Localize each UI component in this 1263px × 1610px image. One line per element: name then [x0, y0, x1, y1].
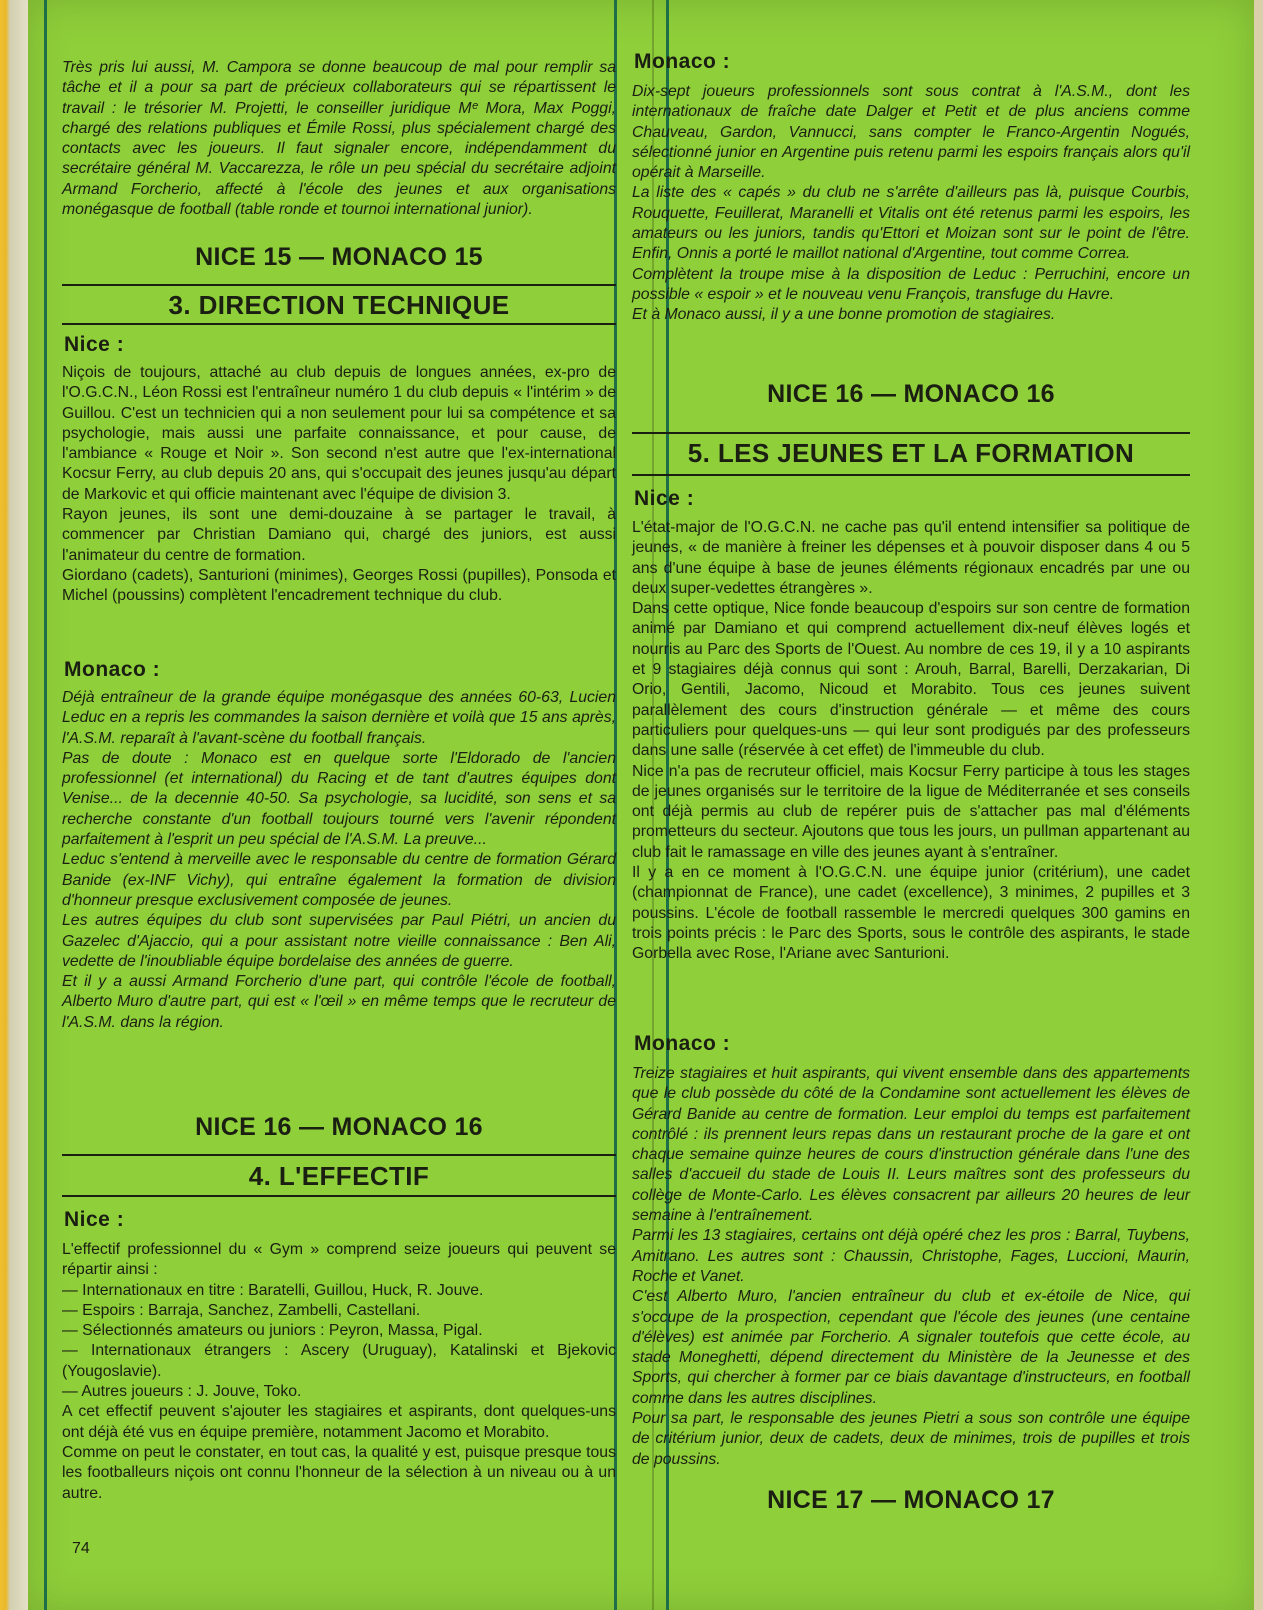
- score-nice-16-monaco-16: NICE 16 — MONACO 16: [195, 1113, 483, 1141]
- section-rule-bottom: [632, 474, 1190, 476]
- paragraph: Leduc s'entend à merveille avec le responsable du centre de formation Gérard Banide (ex-INF Vichy), qui entraîne également la formation de division d'honneur presque exclusivement composée de jeunes.: [62, 851, 616, 909]
- section-rule-top: [62, 284, 616, 286]
- intro-paragraph: Très pris lui aussi, M. Campora se donne beaucoup de mal pour remplir sa tâche et il a pour sa part de précieux collaborateurs qui se répartissent le travail : le trésorier M. Projetti, le conseiller juridique Mᵉ Mora, Max Poggi, chargé des relations publiques et Émile Rossi, plus spécialement chargé des contacts avec les joueurs. Il faut signaler encore, indépendamment du secrétaire général M. Vaccarezza, le rôle un peu spécial du secrétaire adjoint Armand Forcherio, affecté à l'école des jeunes et aux organisations monégasque de football (table ronde et tournoi international junior).: [62, 59, 616, 219]
- paragraph: L'effectif professionnel du « Gym » comprend seize joueurs qui peuvent se répartir ainsi :: [62, 1241, 616, 1279]
- paragraph: Dans cette optique, Nice fonde beaucoup d'espoirs sur son centre de formation animé par Damiano et qui comprend actuellement dix-neuf élèves logés et nourris au Parc des Sports de l'Ouest. Au nombre de ces 19, il y a 10 aspirants et 9 stagiaires déjà connus qui sont : Arouh, Barral, Barelli, Derzakarian, Di Orio, Gentili, Jacomo, Nicoud et Morabito. Tous ces jeunes suivent parallèlement des cours d'instruction générale — et même des cours particuliers pour quelques-uns — qui leur sont prodigués par des professeurs dans une salle (réservée à cet effet) de l'immeuble du club.: [632, 600, 1190, 760]
- section-rule-bottom: [62, 323, 616, 325]
- page-binding-edge: [0, 0, 28, 1610]
- paragraph: La liste des « capés » du club ne s'arrête d'ailleurs pas là, puisque Courbis, Rouquette, Feuillerat, Maranelli et Vitalis ont été retenus parmi les espoirs, les amateurs ou les juniors, tandis qu'Ettori et Moizan sont sur le point de l'être. Enfin, Onnis a porté le maillot national d'Argentine, tout comme Correa.: [632, 184, 1190, 263]
- s3-monaco-label: Monaco :: [64, 658, 161, 681]
- paragraph: Nice n'a pas de recruteur officiel, mais Kocsur Ferry participe à tous les stages de jeunes organisés sur le territoire de la ligue de Méditerranée et ses conseils ont déjà permis au club de repérer puis de s'attacher pas mal d'éléments prometteurs du secteur. Ajoutons que tous les jours, un pullman appartenant au club fait le ramassage en ville des jeunes ayant à s'entraîner.: [632, 762, 1190, 861]
- s3-monaco-text: [62, 688, 616, 1033]
- section-4-title: 4. L'EFFECTIF: [248, 1161, 430, 1191]
- paragraph: A cet effectif peuvent s'ajouter les stagiaires et aspirants, dont quelques-uns ont déjà été vus en équipe première, notamment Jacomo et Morabito.: [62, 1403, 616, 1441]
- section-rule-bottom: [62, 1195, 616, 1197]
- s4-monaco-label: Monaco :: [634, 50, 731, 73]
- s5-monaco-label: Monaco :: [634, 1032, 731, 1055]
- left-column: [62, 0, 616, 1610]
- intro-text: [62, 58, 616, 220]
- right-column: [632, 0, 1190, 1610]
- page-number: 74: [72, 1540, 90, 1557]
- s4-monaco-text: [632, 82, 1190, 326]
- s5-monaco-text: [632, 1064, 1190, 1470]
- paragraph: Les autres équipes du club sont supervisées par Paul Piétri, un ancien du Gazelec d'Ajaccio, qui a pour assistant notre vieille connaissance : Ben Ali, vedette de l'inoubliable équipe bordelaise des années de guerre.: [62, 912, 616, 970]
- paragraph: C'est Alberto Muro, l'ancien entraîneur du club et ex-étoile de Nice, qui s'occupe de la prospection, cependant que l'école des jeunes (une centaine d'élèves) est animée par Forcherio. A signaler toutefois que cette école, au stade Moneghetti, dépend directement du Ministère de la Jeunesse et des Sports, qui chercher à former par ce biais davantage d'instructeurs, en football comme dans les autres disciplines.: [632, 1288, 1190, 1407]
- s4-nice-text: [62, 1240, 616, 1504]
- paragraph: Dix-sept joueurs professionnels sont sous contrat à l'A.S.M., dont les internationaux de fraîche date Dalger et Petit et de plus anciens comme Chauveau, Gardon, Vannucci, sans compter le Franco-Argentin Nogués, sélectionné junior en Argentine puis retenu parmi les espoirs français alors qu'il opérait à Marseille.: [632, 83, 1190, 182]
- paragraph: Déjà entraîneur de la grande équipe monégasque des années 60-63, Lucien Leduc en a repris les commandes la saison dernière et voilà que 15 ans après, l'A.S.M. reparaît à l'avant-scène du football français.: [62, 689, 616, 747]
- list-item: — Sélectionnés amateurs ou juniors : Peyron, Massa, Pigal.: [62, 1322, 483, 1340]
- s4-nice-label: Nice :: [64, 1208, 125, 1231]
- list-item: — Internationaux en titre : Baratelli, Guillou, Huck, R. Jouve.: [62, 1281, 484, 1299]
- paragraph: Comme on peut le constater, en tout cas, la qualité y est, puisque presque tous les footballeurs niçois ont connu l'honneur de la sélection à un niveau ou à un autre.: [62, 1443, 616, 1502]
- paragraph: Et à Monaco aussi, il y a une bonne promotion de stagiaires.: [632, 306, 1056, 324]
- s3-nice-label: Nice :: [64, 333, 125, 356]
- section-5-title: 5. LES JEUNES ET LA FORMATION: [687, 438, 1135, 468]
- section-rule-top: [632, 432, 1190, 434]
- paragraph: Complètent la troupe mise à la disposition de Leduc : Perruchini, encore un possible « espoir » et le nouveau venu François, transfuge du Havre.: [632, 265, 1190, 303]
- score-nice-16-monaco-16-right: NICE 16 — MONACO 16: [767, 380, 1055, 408]
- score-nice-15-monaco-15: NICE 15 — MONACO 15: [195, 243, 483, 271]
- paragraph: L'état-major de l'O.G.C.N. ne cache pas qu'il entend intensifier sa politique de jeunes, « de manière à freiner les dépenses et à pouvoir disposer dans 4 ou 5 ans d'une équipe à base de jeunes éléments régionaux encadrés par une ou deux super-vedettes étrangères ».: [632, 519, 1190, 597]
- paragraph: Giordano (cadets), Santurioni (minimes), Georges Rossi (pupilles), Ponsoda et Michel (poussins) complètent l'encadrement technique du club.: [62, 566, 616, 605]
- list-item: — Espoirs : Barraja, Sanchez, Zambelli, Castellani.: [62, 1301, 421, 1319]
- list-item: — Internationaux étrangers : Ascery (Uruguay), Katalinski et Bjekovic (Yougoslavie).: [62, 1342, 616, 1380]
- paragraph: Rayon jeunes, ils sont une demi-douzaine à se partager le travail, à commencer par Christian Damiano qui, chargé des juniors, est aussi l'animateur du centre de formation.: [62, 506, 616, 564]
- s5-nice-label: Nice :: [634, 487, 695, 510]
- s5-nice-text: [632, 518, 1190, 965]
- paragraph: Et il y a aussi Armand Forcherio d'une part, qui contrôle l'école de football, Alberto Muro d'autre part, qui est « l'œil » en même temps que le recruteur de l'A.S.M. dans la région.: [62, 973, 616, 1031]
- score-nice-17-monaco-17: NICE 17 — MONACO 17: [767, 1486, 1055, 1514]
- s3-nice-text: [62, 363, 616, 607]
- paragraph: Pour sa part, le responsable des jeunes Pietri a sous son contrôle une équipe de critérium junior, deux de cadets, deux de minimes, trois de pupilles et trois de poussins.: [632, 1410, 1190, 1468]
- paragraph: Niçois de toujours, attaché au club depuis de longues années, ex-pro de l'O.G.C.N., Léon Rossi est l'entraîneur numéro 1 du club depuis « l'intérim » de Guillou. C'est un technicien qui a non seulement pour lui sa compétence et sa psychologie, mais aussi une parfaite connaissance, et pour cause, de l'ambiance « Rouge et Noir ». Son second n'est autre que l'ex-international Kocsur Ferry, au club depuis 20 ans, qui s'occupait des jeunes jusqu'au départ de Markovic et qui officie maintenant avec l'équipe de division 3.: [62, 364, 616, 503]
- paragraph: Pas de doute : Monaco est en quelque sorte l'Eldorado de l'ancien professionnel (et international) du Racing et de tant d'autres équipes dont Venise... de la decennie 40-50. Sa psychologie, sa lucidité, son sens et sa recherche constante d'un football toujours tourné vers l'avenir répondent parfaitement à l'esprit un peu spécial de l'A.S.M. La preuve...: [62, 749, 616, 849]
- section-rule-top: [62, 1154, 616, 1156]
- magazine-page: [28, 0, 1254, 1610]
- paragraph: Il y a en ce moment à l'O.G.C.N. une équipe junior (critérium), une cadet (championnat de France), une cadet (excellence), 3 minimes, 2 pupilles et 3 poussins. L'école de football rassemble le mercredi quelques 300 gamins en trois points précis : le Parc des Sports, sous le contrôle des aspirants, le stade Gorbella avec Rose, l'Ariane avec Santurioni.: [632, 864, 1190, 963]
- paragraph: Treize stagiaires et huit aspirants, qui vivent ensemble dans des appartements que le club possède du côté de la Condamine sont actuellement les élèves de Gérard Banide au centre de formation. Leur emploi du temps est parfaitement contrôlé : ils prennent leurs repas dans un restaurant proche de la gare et ont chaque semaine quinze heures de cours d'instruction générale dans l'une des salles d'accueil du stade de Louis II. Leurs maîtres sont des professeurs du collège de Monte-Carlo. Les élèves consacrent par ailleurs 20 heures de leur semaine à l'entraînement.: [632, 1065, 1190, 1225]
- section-3-title: 3. DIRECTION TECHNIQUE: [168, 290, 510, 320]
- left-margin-line: [44, 0, 47, 1610]
- paragraph: Parmi les 13 stagiaires, certains ont déjà opéré chez les pros : Barral, Tuybens, Amitrano. Les autres sont : Chaussin, Christophe, Fages, Luccioni, Maurin, Roche et Vanet.: [632, 1227, 1190, 1285]
- list-item: — Autres joueurs : J. Jouve, Toko.: [62, 1383, 302, 1401]
